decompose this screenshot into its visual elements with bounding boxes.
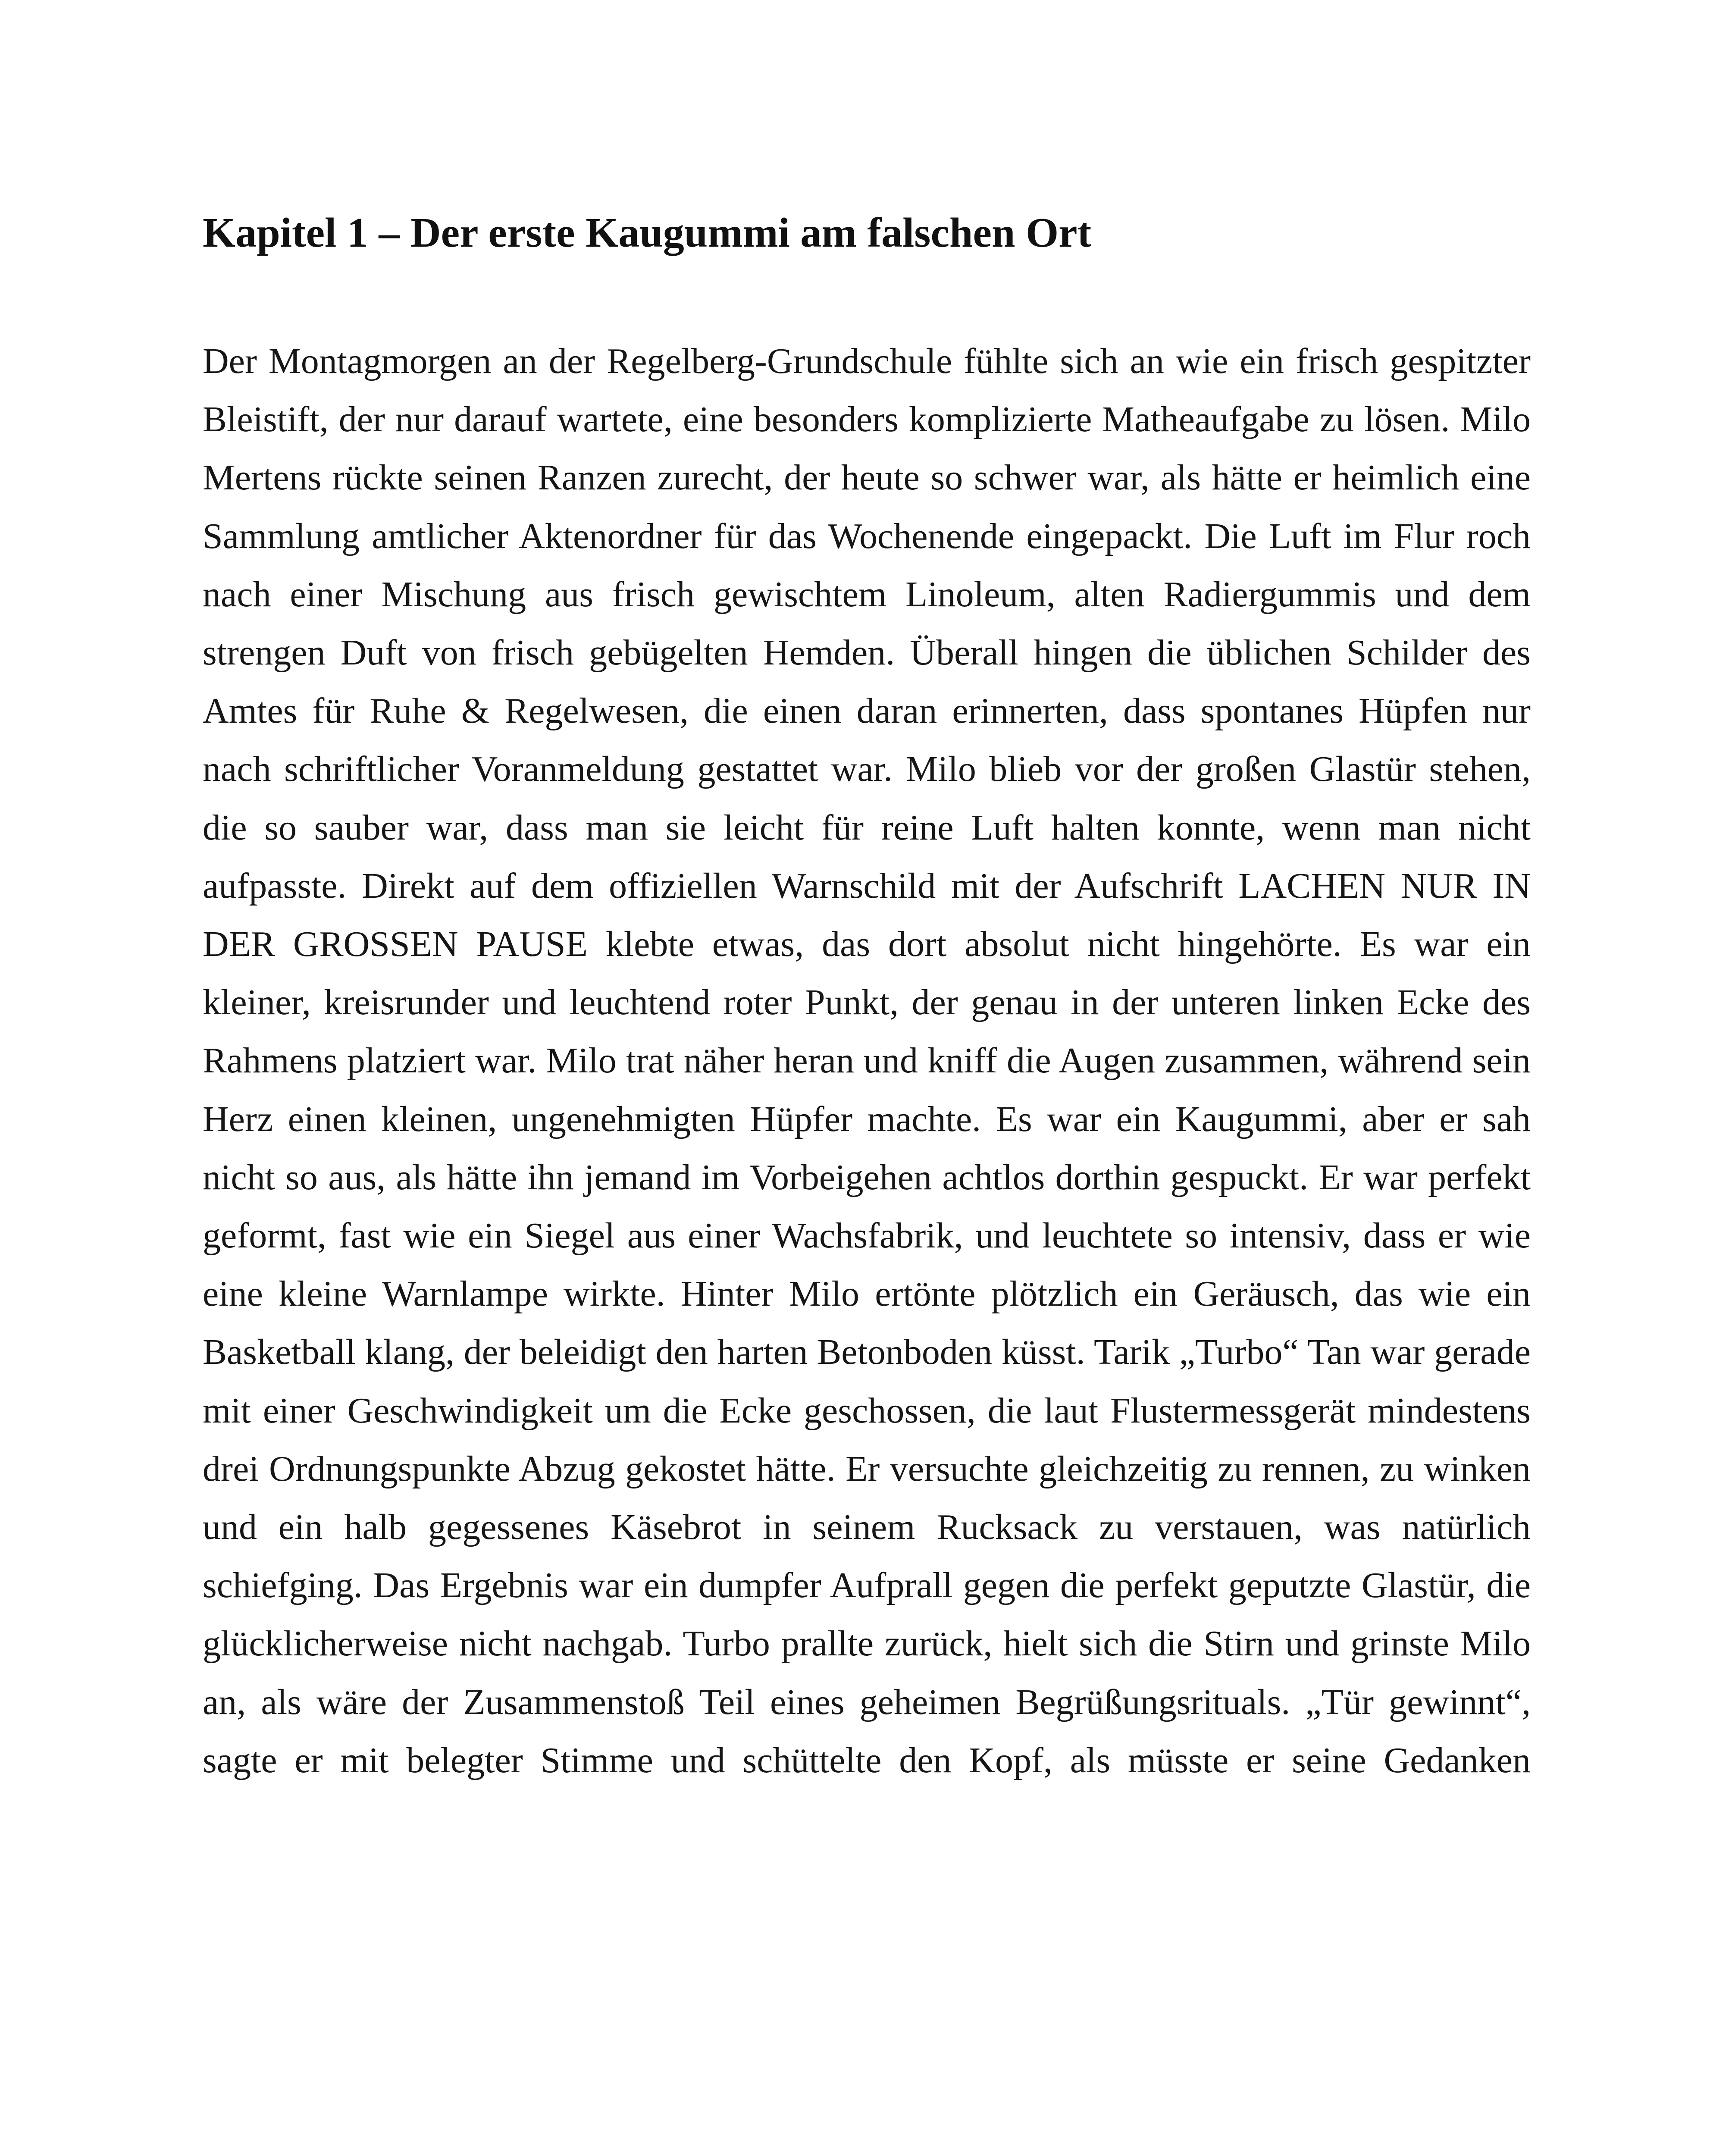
chapter-title: Kapitel 1 – Der erste Kaugummi am falschen Ort: [203, 210, 1092, 256]
body-paragraph: Der Montagmorgen an der Regelberg-Grundschule fühlte sich an wie ein frisch gespitzter Bleistift, der nur darauf wartete, eine besonders komplizierte Matheaufgabe zu lösen. Milo Mertens rückte seinen Ranzen zurecht, der heute so schwer war, als hätte er heimlich eine Sammlung amtlicher Aktenordner für das Wochenende eingepackt. Die Luft im Flur roch nach einer Mischung aus frisch gewischtem Linoleum, alten Radiergummis und dem strengen Duft von frisch gebügelten Hemden. Überall hingen die üblichen Schilder des Amtes für Ruhe & Regelwesen, die einen daran erinnerten, dass spontanes Hüpfen nur nach schriftlicher Voranmeldung gestattet war. Milo blieb vor der großen Glastür stehen, die so sauber war, dass man sie leicht für reine Luft halten konnte, wenn man nicht aufpasste. Direkt auf dem offiziellen Warnschild mit der Aufschrift LACHEN NUR IN DER GROSSEN PAUSE klebte etwas, das dort absolut nicht hingehörte. Es war ein kleiner, kreisrunder und leuchtend roter Punkt, der genau in der unteren linken Ecke des Rahmens platziert war. Milo trat näher heran und kniff die Augen zusammen, während sein Herz einen kleinen, ungenehmigten Hüpfer machte. Es war ein Kaugummi, aber er sah nicht so aus, als hätte ihn jemand im Vorbeigehen achtlos dorthin gespuckt. Er war perfekt geformt, fast wie ein Siegel aus einer Wachsfabrik, und leuchtete so intensiv, dass er wie eine kleine Warnlampe wirkte. Hinter Milo ertönte plötzlich ein Geräusch, das wie ein Basketball klang, der beleidigt den harten Betonboden küsst. Tarik „Turbo“ Tan war gerade mit einer Geschwindigkeit um die Ecke geschossen, die laut Flustermessgerät mindestens drei Ordnungspunkte Abzug gekostet hätte. Er versuchte gleichzeitig zu rennen, zu winken und ein halb gegessenes Käsebrot in seinem Rucksack zu verstauen, was natürlich schiefging. Das Ergebnis war ein dumpfer Aufprall gegen die perfekt geputzte Glastür, die glücklicherweise nicht nachgab. Turbo prallte zurück, hielt sich die Stirn und grinste Milo an, als wäre der Zusammenstoß Teil eines geheimen Begrüßungsrituals. „Tür gewinnt“, sagte er mit belegter Stimme und schüttelte den Kopf, als müsste er seine Gedanken: [203, 341, 1531, 1780]
page-content: [203, 203, 1531, 1789]
